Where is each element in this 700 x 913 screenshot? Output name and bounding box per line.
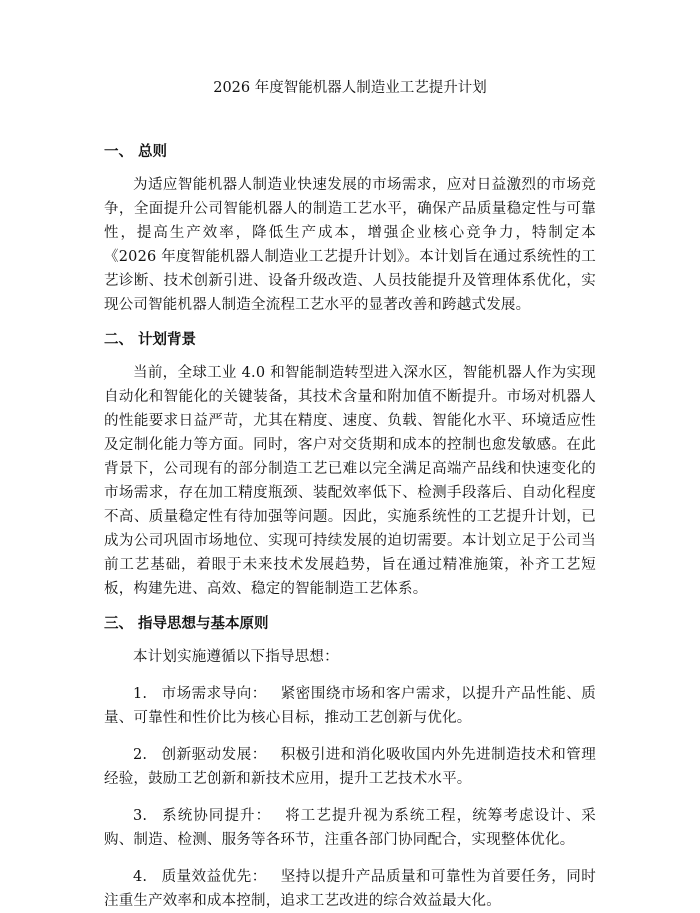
list-item xyxy=(104,804,596,852)
list-item-text: 坚持以提升产品质量和可靠性为首要任务，同时注重生产效率和成本控制，追求工艺改进的综合效益最大化。 xyxy=(104,869,596,909)
document-title: 2026 年度智能机器人制造业工艺提升计划 xyxy=(213,80,487,96)
list-item-heading: 质量效益优先： xyxy=(161,869,267,885)
section-paragraph: 本计划实施遵循以下指导思想： xyxy=(133,649,339,665)
section-title: 总则 xyxy=(138,143,167,160)
list-item-heading: 系统协同提升： xyxy=(161,808,272,824)
list-item-heading: 创新驱动发展： xyxy=(161,747,267,763)
section-title: 指导思想与基本原则 xyxy=(138,615,269,632)
section-number: 二、 xyxy=(104,331,133,348)
section-heading-background xyxy=(104,330,596,350)
section-heading-principles xyxy=(104,614,596,634)
list-item-number: 1. xyxy=(133,686,148,702)
list-item xyxy=(104,865,596,913)
list-item-number: 2. xyxy=(133,747,148,763)
list-item-text: 积极引进和消化吸收国内外先进制造技术和管理经验，鼓励工艺创新和新技术应用，提升工艺技术水平。 xyxy=(104,747,596,787)
section-heading-general xyxy=(104,142,596,162)
section-title: 计划背景 xyxy=(138,331,196,348)
list-item-number: 3. xyxy=(133,808,148,824)
list-item xyxy=(104,682,596,730)
list-item-heading: 市场需求导向： xyxy=(161,686,267,702)
list-item-number: 4. xyxy=(133,869,148,885)
section-number: 三、 xyxy=(104,615,133,632)
section-number: 一、 xyxy=(104,143,133,160)
list-item-text: 将工艺提升视为系统工程，统筹考虑设计、采购、制造、检测、服务等各环节，注重各部门协同配合，实现整体优化。 xyxy=(104,808,596,848)
list-item-text: 紧密围绕市场和客户需求，以提升产品性能、质量、可靠性和性价比为核心目标，推动工艺创新与优化。 xyxy=(104,686,596,726)
section-paragraph: 为适应智能机器人制造业快速发展的市场需求，应对日益激烈的市场竞争，全面提升公司智能机器人的制造工艺水平，确保产品质量稳定性与可靠性，提高生产效率，降低生产成本，增强企业核心竞争力，特制定本《2026 年度智能机器人制造业工艺提升计划》。本计划旨在通过系统性的工艺诊断、技术创新引进、设备升级改造、人员技能提升及管理体系优化，实现公司智能机器人制造全流程工艺水平的显著改善和跨越式发展。 xyxy=(104,177,596,313)
section-paragraph: 当前，全球工业 4.0 和智能制造转型进入深水区，智能机器人作为实现自动化和智能化的关键装备，其技术含量和附加值不断提升。市场对机器人的性能要求日益严苛，尤其在精度、速度、负载、智能化水平、环境适应性及定制化能力等方面。同时，客户对交货期和成本的控制也愈发敏感。在此背景下，公司现有的部分制造工艺已难以完全满足高端产品线和快速变化的市场需求，存在加工精度瓶颈、装配效率低下、检测手段落后、自动化程度不高、质量稳定性有待加强等问题。因此，实施系统性的工艺提升计划，已成为公司巩固市场地位、实现可持续发展的迫切需要。本计划立足于公司当前工艺基础，着眼于未来技术发展趋势，旨在通过精准施策，补齐工艺短板，构建先进、高效、稳定的智能制造工艺体系。 xyxy=(104,365,596,597)
list-item xyxy=(104,743,596,791)
